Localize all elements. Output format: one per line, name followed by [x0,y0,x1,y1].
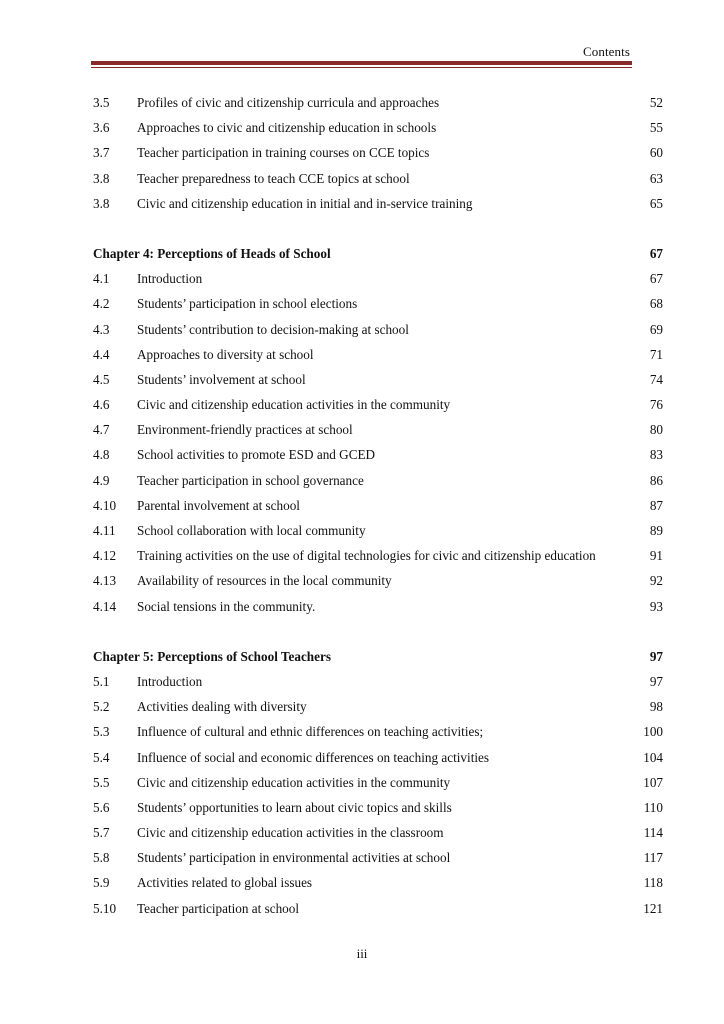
toc-entry[interactable] [93,342,663,367]
toc-entry[interactable] [93,442,663,467]
toc-entry-page: 55 [649,120,663,136]
toc-entry-page: 93 [649,598,663,614]
toc-entry-number: 4.13 [93,573,117,589]
toc-entry-title: Civic and citizenship education activities in the classroom [137,825,444,841]
toc-entry[interactable] [93,317,663,342]
page-number: iii [356,946,368,961]
toc-entry[interactable] [93,694,663,719]
toc-entry-page: 63 [649,170,663,186]
toc-entry-number: 4.1 [93,271,110,287]
toc-entry-title: Civic and citizenship education activities in the community [137,397,451,413]
toc-entry-page: 86 [649,472,663,488]
toc-entry-page: 69 [649,321,663,337]
toc-entry-title: Students’ participation in school elections [137,296,358,312]
toc-entry-number: 5.3 [93,724,110,740]
toc-entry[interactable] [93,594,663,619]
header-rule-thick [91,61,632,65]
toc-group-chapter-4 [93,266,663,619]
running-header: Contents [582,44,630,59]
toc-entry[interactable] [93,795,663,820]
toc-entry-title: Teacher participation in school governance [137,472,364,488]
toc-entry-number: 4.5 [93,371,110,387]
toc-entry-number: 4.6 [93,397,110,413]
toc-entry-title: Training activities on the use of digital technologies for civic and citizenship education [137,548,596,564]
chapter-page: 97 [649,648,663,664]
toc-entry-page: 65 [649,195,663,211]
toc-entry-number: 5.1 [93,673,110,689]
toc-entry-number: 3.8 [93,195,110,211]
toc-entry[interactable] [93,745,663,770]
toc-entry-number: 4.8 [93,447,110,463]
toc-entry-title: Approaches to civic and citizenship education in schools [137,120,437,136]
toc-entry-number: 5.9 [93,875,110,891]
toc-entry-number: 3.6 [93,120,110,136]
toc-entry-page: 83 [649,447,663,463]
toc-entry-title: Students’ involvement at school [137,371,306,387]
toc-entry-title: Social tensions in the community. [137,598,316,614]
toc-entry-page: 110 [643,799,663,815]
toc-entry-title: Teacher participation in training courses on CCE topics [137,145,430,161]
toc-entry[interactable] [93,770,663,795]
chapter-page: 67 [649,245,663,261]
toc-entry-title: Teacher preparedness to teach CCE topics at school [137,170,410,186]
toc-entry-page: 121 [643,900,663,916]
toc-entry[interactable] [93,291,663,316]
toc-entry-page: 71 [649,346,663,362]
toc-entry-number: 3.5 [93,95,110,110]
toc-entry-title: Influence of social and economic differences on teaching activities [137,749,490,765]
toc-entry-title: Availability of resources in the local community [137,573,392,589]
toc-entry-page: 91 [649,548,663,564]
toc-entry-title: Profiles of civic and citizenship curricula and approaches [137,95,440,110]
toc-entry-title: Civic and citizenship education activities in the community [137,774,451,790]
toc-entry-page: 100 [643,724,663,740]
toc-entry[interactable] [93,90,663,115]
toc-entry-title: Students’ contribution to decision-making at school [137,321,409,337]
toc-entry[interactable] [93,820,663,845]
toc-entry-number: 4.12 [93,548,117,564]
toc-entry-page: 98 [649,699,663,715]
toc-entry-title: Approaches to diversity at school [137,346,314,362]
toc-entry-number: 4.14 [93,598,117,614]
toc-entry-number: 5.8 [93,850,110,866]
toc-entry-title: Parental involvement at school [137,497,300,513]
toc-entry-number: 5.6 [93,799,110,815]
toc-entry[interactable] [93,870,663,895]
toc-entry-page: 114 [643,825,663,841]
toc-entry-title: Civic and citizenship education in initial and in-service training [137,195,473,211]
chapter-title: Chapter 4: Perceptions of Heads of School [93,245,331,261]
toc-entry[interactable] [93,191,663,216]
chapter-title: Chapter 5: Perceptions of School Teachers [93,648,331,664]
toc-entry[interactable] [93,367,663,392]
toc-entry-number: 5.2 [93,699,110,715]
toc-entry-number: 4.2 [93,296,110,312]
toc-entry-title: School activities to promote ESD and GCED [137,447,376,463]
toc-entry-page: 80 [649,422,663,438]
toc-entry-page: 76 [649,397,663,413]
toc-entry[interactable] [93,493,663,518]
toc-entry-page: 74 [649,371,663,387]
toc-entry[interactable] [93,417,663,442]
toc-entry-number: 4.10 [93,497,117,513]
toc-entry[interactable] [93,896,663,921]
toc-entry-title: Environment-friendly practices at school [137,422,353,438]
toc-entry[interactable] [93,166,663,191]
toc-group-chapter-3 [93,90,663,216]
toc-entry-title: Students’ participation in environmental activities at school [137,850,451,866]
toc-entry-page: 117 [643,850,663,866]
table-of-contents [93,90,663,921]
toc-entry-number: 5.7 [93,825,110,841]
toc-entry-title: Students’ opportunities to learn about civic topics and skills [137,799,452,815]
toc-entry-number: 3.7 [93,145,110,161]
toc-entry[interactable] [93,568,663,593]
toc-entry-title: Activities dealing with diversity [137,699,307,715]
toc-entry[interactable] [93,266,663,291]
toc-entry-number: 5.5 [93,774,110,790]
toc-entry[interactable] [93,543,663,568]
toc-entry-page: 87 [649,497,663,513]
toc-entry[interactable] [93,669,663,694]
toc-entry-page: 52 [649,95,663,110]
toc-entry[interactable] [93,140,663,165]
toc-entry-title: Teacher participation at school [137,900,300,916]
toc-entry-number: 4.9 [93,472,110,488]
toc-entry[interactable] [93,845,663,870]
toc-entry-number: 4.7 [93,422,110,438]
toc-entry-number: 3.8 [93,170,110,186]
toc-entry[interactable] [93,518,663,543]
toc-entry-number: 4.3 [93,321,110,337]
toc-entry-title: Introduction [137,673,203,689]
toc-entry-title: Activities related to global issues [137,875,313,891]
toc-entry[interactable] [93,719,663,744]
toc-entry[interactable] [93,392,663,417]
toc-entry-page: 68 [649,296,663,312]
toc-entry-title: Introduction [137,271,203,287]
toc-entry-number: 5.10 [93,900,117,916]
toc-entry-page: 118 [643,875,663,891]
toc-entry-number: 5.4 [93,749,110,765]
toc-entry[interactable] [93,468,663,493]
toc-entry-title: Influence of cultural and ethnic differences on teaching activities; [137,724,484,740]
toc-entry-page: 104 [643,749,663,765]
toc-entry-page: 107 [643,774,663,790]
toc-entry-page: 67 [649,271,663,287]
toc-chapter-5-heading[interactable] [93,644,663,669]
toc-entry-page: 92 [649,573,663,589]
header-rule-thin [91,67,632,68]
toc-entry-page: 60 [649,145,663,161]
toc-entry-title: School collaboration with local community [137,523,366,538]
toc-group-chapter-5 [93,669,663,921]
toc-entry-number: 4.11 [93,523,116,538]
toc-entry-page: 89 [649,523,663,538]
toc-entry-number: 4.4 [93,346,110,362]
toc-entry[interactable] [93,115,663,140]
toc-chapter-4-heading[interactable] [93,241,663,266]
toc-entry-page: 97 [649,673,663,689]
